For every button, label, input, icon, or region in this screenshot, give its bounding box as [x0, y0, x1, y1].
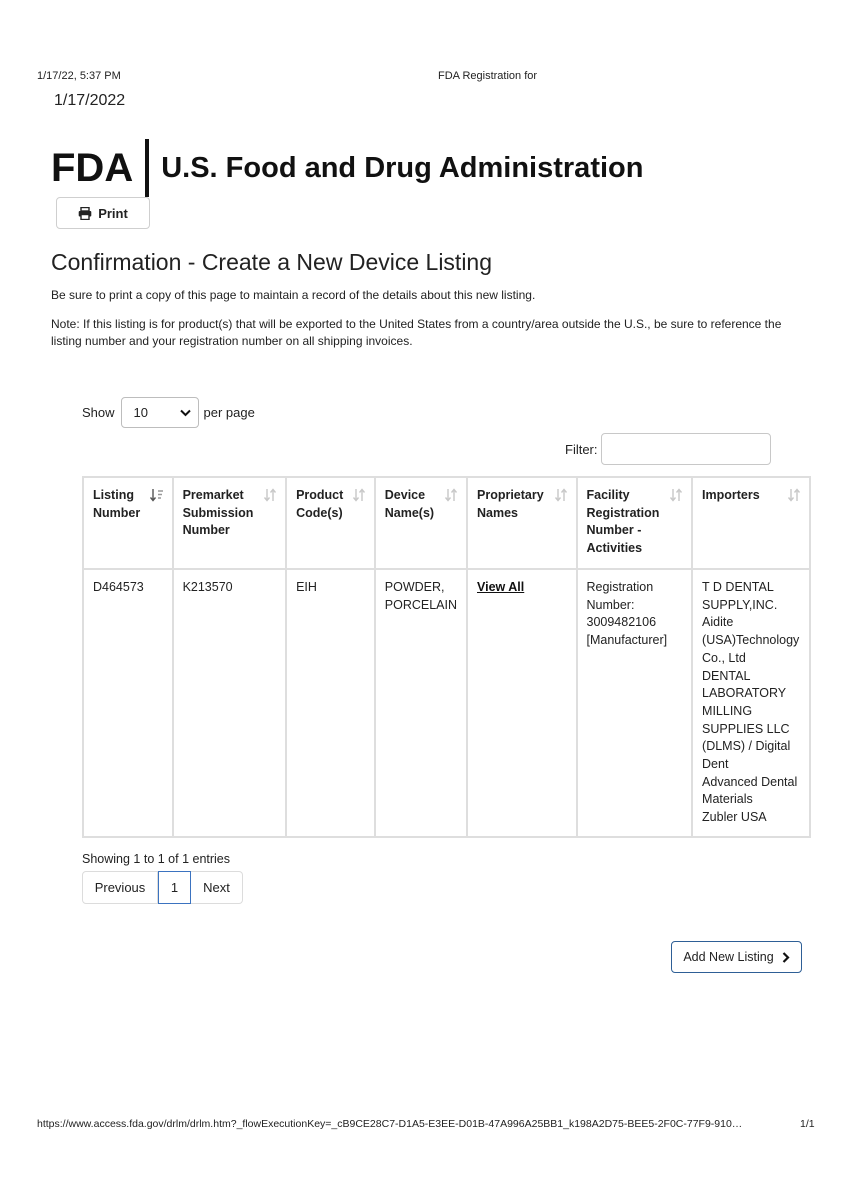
- logo-abbreviation: FDA: [51, 145, 134, 190]
- importer-item: Zubler USA: [702, 810, 767, 825]
- sort-descending-icon: [150, 488, 164, 502]
- per-page-select[interactable]: [121, 397, 199, 428]
- print-reminder-text: Be sure to print a copy of this page to maintain a record of the details about this new listing.: [51, 288, 536, 302]
- export-note-text: Note: If this listing is for product(s) that will be exported to the United States from a country/area outside the U.S., be sure to reference the listing number and your registration number on all shipping invoices.: [51, 317, 782, 348]
- print-footer-page-number: 1/1: [800, 1118, 815, 1130]
- importer-item: DENTAL LABORATORY MILLING SUPPLIES LLC (DLMS) / Digital Dent: [702, 668, 791, 772]
- facility-activity: [Manufacturer]: [586, 633, 668, 648]
- logo-agency-name: U.S. Food and Drug Administration: [161, 151, 644, 184]
- chevron-right-icon: [782, 952, 790, 963]
- column-header-proprietary-names[interactable]: Proprietary Names: [467, 477, 577, 569]
- previous-page-button[interactable]: Previous: [82, 871, 158, 904]
- cell-device-names: POWDER, PORCELAIN: [375, 569, 467, 837]
- sort-unsorted-icon: [787, 488, 801, 502]
- per-page-value: 10: [133, 405, 148, 420]
- cell-importers: [692, 569, 810, 837]
- facility-registration-number: Registration Number: 3009482106: [586, 580, 657, 630]
- sort-unsorted-icon: [352, 488, 366, 502]
- column-header-listing-number[interactable]: Listing Number: [83, 477, 173, 569]
- per-page-label: per page: [203, 405, 255, 420]
- sort-unsorted-icon: [554, 488, 568, 502]
- importer-item: T D DENTAL SUPPLY,INC.: [702, 580, 778, 612]
- cell-product-codes: EIH: [286, 569, 375, 837]
- add-new-listing-button[interactable]: [671, 941, 802, 973]
- chevron-down-icon: [180, 409, 191, 417]
- column-header-product-codes[interactable]: Product Code(s): [286, 477, 375, 569]
- page-1-button[interactable]: 1: [158, 871, 191, 904]
- cell-premarket-submission: K213570: [173, 569, 287, 837]
- show-label: Show: [82, 405, 115, 420]
- print-footer-url: https://www.access.fda.gov/drlm/drlm.htm?_flowExecutionKey=_cB9CE28C7-D1A5-E3EE-D01B-47A996A25BB1_k198A2D75-BEE5-2F0C-77F9-910…: [37, 1118, 743, 1130]
- print-header-datetime: 1/17/22, 5:37 PM: [37, 70, 121, 82]
- entries-summary: Showing 1 to 1 of 1 entries: [82, 852, 231, 866]
- column-header-premarket-submission[interactable]: Premarket Submission Number: [173, 477, 287, 569]
- fda-logo: [51, 136, 643, 200]
- page-title: Confirmation - Create a New Device Listing: [51, 249, 493, 275]
- column-header-device-names[interactable]: Device Name(s): [375, 477, 467, 569]
- cell-facility-registration: [577, 569, 693, 837]
- view-all-link[interactable]: View All: [477, 580, 525, 594]
- pagination: [82, 871, 243, 904]
- table-header-row: [83, 477, 810, 569]
- cell-listing-number: D464573: [83, 569, 173, 837]
- filter-input[interactable]: [601, 433, 771, 465]
- importer-item: Aidite (USA)Technology Co., Ltd: [702, 615, 800, 665]
- print-button-label: Print: [98, 205, 128, 221]
- table-row: [83, 569, 810, 837]
- device-listing-table: [82, 476, 811, 838]
- sort-unsorted-icon: [669, 488, 683, 502]
- per-page-control: [82, 397, 255, 428]
- next-page-button[interactable]: Next: [191, 871, 243, 904]
- column-header-importers[interactable]: Importers: [692, 477, 810, 569]
- add-new-listing-label: Add New Listing: [683, 950, 774, 964]
- filter-label: Filter:: [565, 442, 598, 457]
- logo-divider: [145, 139, 149, 197]
- sort-unsorted-icon: [263, 488, 277, 502]
- cell-proprietary-names: [467, 569, 577, 837]
- column-header-facility-registration[interactable]: Facility Registration Number - Activities: [577, 477, 693, 569]
- sort-unsorted-icon: [444, 488, 458, 502]
- printer-icon: [78, 207, 92, 220]
- print-header-title: FDA Registration for: [438, 70, 538, 82]
- importer-item: Advanced Dental Materials: [702, 774, 798, 807]
- page-date: 1/17/2022: [54, 92, 126, 109]
- print-button[interactable]: [56, 197, 150, 229]
